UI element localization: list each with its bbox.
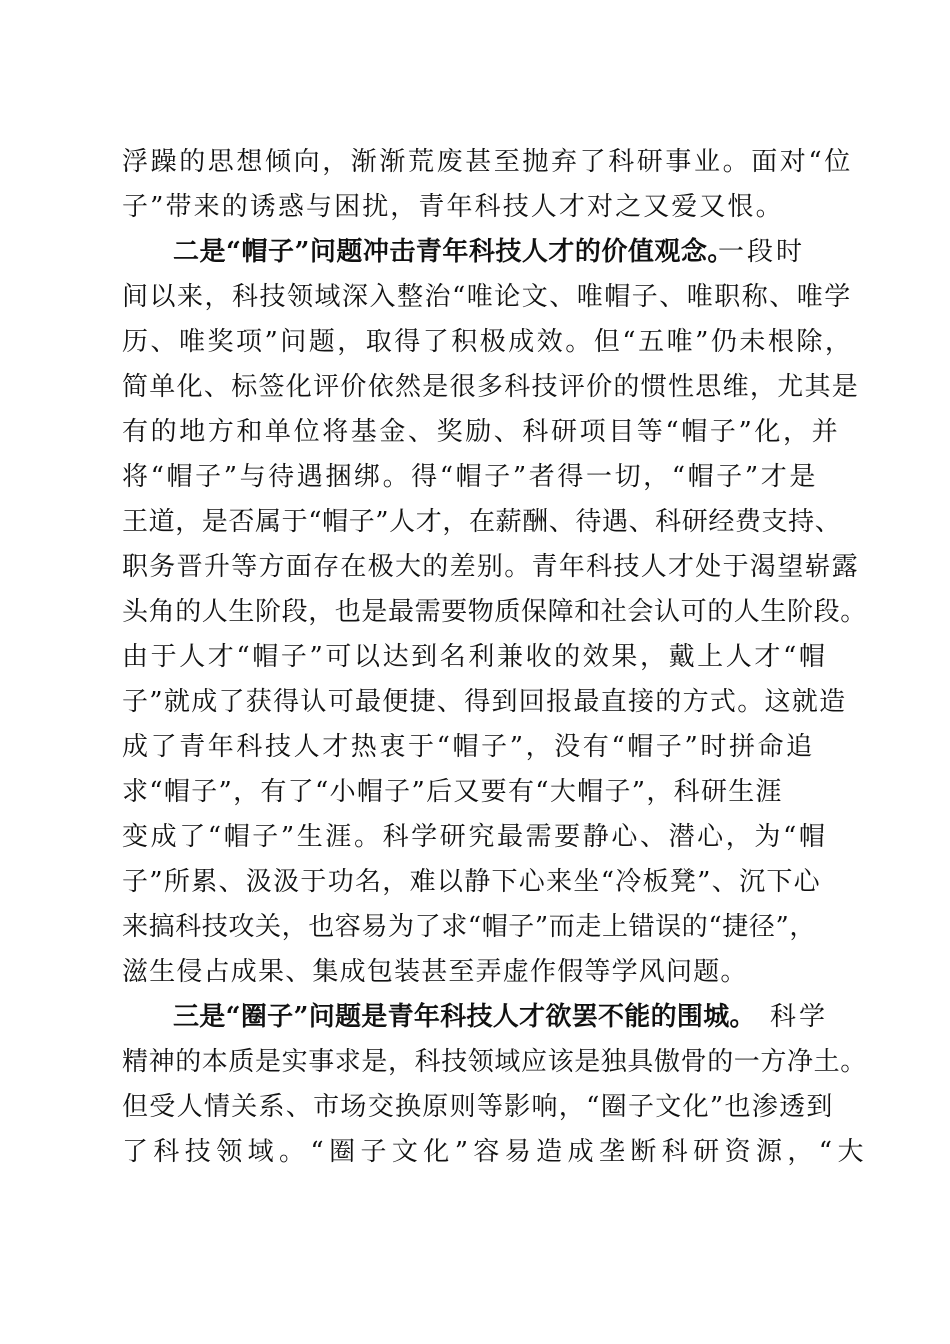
line-text: 子”所累、汲汲于功名，难以静下心来坐“冷板凳”、沉下心 (122, 867, 821, 897)
paragraph-2-line-9 (0, 590, 950, 635)
line-text: 由于人才“帽子”可以达到名利兼收的效果，戴上人才“帽 (122, 642, 828, 672)
paragraph-1-line-1 (0, 140, 950, 185)
paragraph-2-line-4 (0, 365, 950, 410)
paragraph-3-line-2 (0, 1040, 950, 1085)
line-text: 间以来，科技领域深入整治“唯论文、唯帽子、唯职称、唯学 (122, 282, 852, 312)
line-text: 一段时 (718, 237, 806, 267)
paragraph-2-line-12 (0, 725, 950, 770)
line-text: 子”带来的诱惑与困扰，青年科技人才对之又爱又恨。 (122, 192, 784, 222)
paragraph-2-line-6 (0, 455, 950, 500)
paragraph-2-line-15 (0, 860, 950, 905)
paragraph-2-line-7 (0, 500, 950, 545)
paragraph-2-line-1 (0, 230, 950, 275)
line-text: 但受人情关系、市场交换原则等影响，“圈子文化”也渗透到 (122, 1092, 834, 1122)
line-text: 成了青年科技人才热衷于“帽子”，没有“帽子”时拼命追 (122, 732, 815, 762)
line-text: 将“帽子”与待遇捆绑。得“帽子”者得一切，“帽子”才是 (122, 462, 818, 492)
paragraph-2-line-17 (0, 950, 950, 995)
paragraph-2-line-8 (0, 545, 950, 590)
paragraph-2-lead: 二是“帽子”问题冲击青年科技人才的价值观念。 (173, 237, 734, 267)
paragraph-2-line-14 (0, 815, 950, 860)
paragraph-2-line-2 (0, 275, 950, 320)
paragraph-2-line-13 (0, 770, 950, 815)
paragraph-2-line-5 (0, 410, 950, 455)
line-text: 有的地方和单位将基金、奖励、科研项目等“帽子”化，并 (122, 417, 841, 447)
line-text: 滋生侵占成果、集成包装甚至弄虚作假等学风问题。 (122, 957, 748, 987)
line-text: 浮躁的思想倾向，渐渐荒废甚至抛弃了科研事业。面对“位 (122, 147, 853, 177)
line-text: 精神的本质是实事求是，科技领域应该是独具傲骨的一方净土。 (122, 1047, 867, 1077)
paragraph-1-line-2 (0, 185, 950, 230)
line-text: 求“帽子”，有了“小帽子”后又要有“大帽子”，科研生涯 (122, 777, 783, 807)
line-text: 子”就成了获得认可最便捷、得到回报最直接的方式。这就造 (122, 687, 847, 717)
paragraph-3-lead: 三是“圈子”问题是青年科技人才欲罢不能的围城。 (173, 1002, 756, 1032)
paragraph-2-line-10 (0, 635, 950, 680)
line-text: 科学 (770, 1002, 829, 1032)
line-text: 头角的人生阶段，也是最需要物质保障和社会认可的人生阶段。 (122, 597, 867, 627)
line-text: 变成了“帽子”生涯。科学研究最需要静心、潜心，为“帽 (122, 822, 828, 852)
paragraph-2-line-3 (0, 320, 950, 365)
line-text: 历、唯奖项”问题，取得了积极成效。但“五唯”仍未根除， (122, 327, 854, 357)
paragraph-2-line-11 (0, 680, 950, 725)
line-text: 职务晋升等方面存在极大的差别。青年科技人才处于渴望崭露 (122, 552, 860, 582)
paragraph-2-line-16 (0, 905, 950, 950)
line-text: 王道，是否属于“帽子”人才，在薪酬、待遇、科研经费支持、 (122, 507, 842, 537)
line-text: 来搞科技攻关，也容易为了求“帽子”而走上错误的“捷径”， (122, 912, 816, 942)
line-text: 了科技领域。“圈子文化”容易造成垄断科研资源，“大 (122, 1137, 869, 1167)
paragraph-3-line-1 (0, 995, 950, 1040)
line-text: 简单化、标签化评价依然是很多科技评价的惯性思维，尤其是 (122, 372, 860, 402)
paragraph-3-line-4 (0, 1130, 950, 1175)
paragraph-3-line-3 (0, 1085, 950, 1130)
